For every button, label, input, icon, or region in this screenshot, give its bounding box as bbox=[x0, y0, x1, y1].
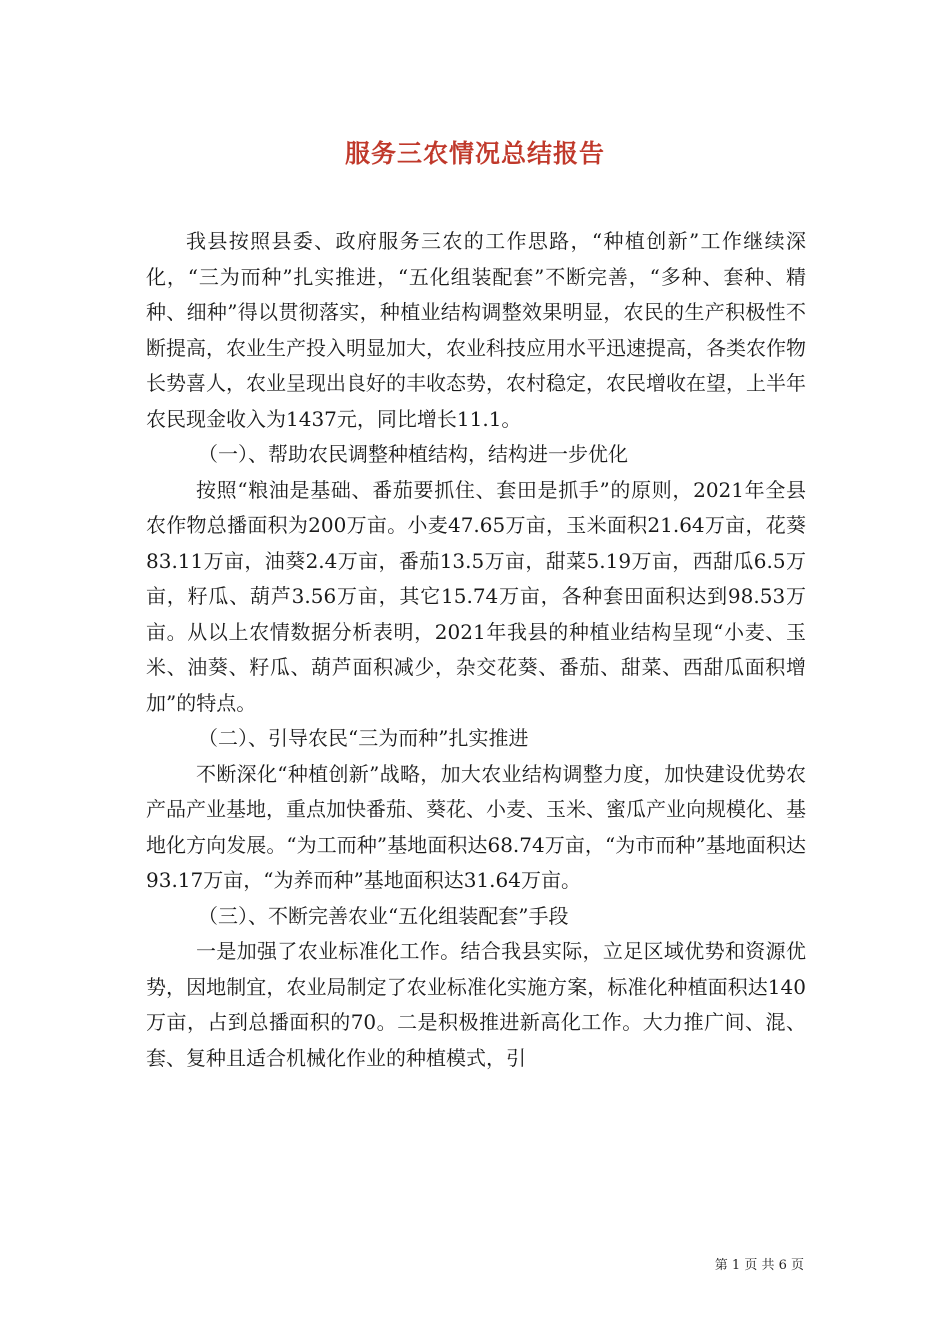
document-title: 服务三农情况总结报告 bbox=[344, 139, 605, 168]
section-1-heading: （一）、帮助农民调整种植结构，结构进一步优化 bbox=[198, 442, 628, 466]
section-1-paragraph: 按照“粮油是基础、番茄要抓住、套田是抓手”的原则，2021年全县农作物总播面积为200万亩。小麦47.65万亩，玉米面积21.64万亩，花葵83.11万亩，油葵2.4万亩，番茄13.5万亩，甜菜5.19万亩，西甜瓜6.5万亩，籽瓜、葫芦3.56万亩，其它15.74万亩，各种套田面积达到98.53万亩。从以上农情数据分析表明，2021年我县的种植业结构呈现“小麦、玉米、油葵、籽瓜、葫芦面积减少，杂交花葵、番茄、甜菜、西甜瓜面积增加”的特点。 bbox=[146, 477, 806, 715]
document-body bbox=[146, 224, 806, 1076]
section-3-paragraph: 一是加强了农业标准化工作。结合我县实际，立足区域优势和资源优势，因地制宜，农业局制定了农业标准化实施方案，标准化种植面积达140万亩，占到总播面积的70。二是积极推进新高化工作。大力推广间、混、套、复种且适合机械化作业的种植模式，引 bbox=[146, 939, 806, 1070]
section-2-heading: （二）、引导农民“三为而种”扎实推进 bbox=[198, 726, 529, 750]
section-2-paragraph: 不断深化“种植创新”战略，加大农业结构调整力度，加快建设优势农产品产业基地，重点加快番茄、葵花、小麦、玉米、蜜瓜产业向规模化、基地化方向发展。“为工而种”基地面积达68.74万亩，“为市而种”基地面积达93.17万亩，“为养而种”基地面积达31.64万亩。 bbox=[146, 761, 806, 892]
page-number: 第 1 页 共 6 页 bbox=[714, 1258, 804, 1273]
intro-paragraph: 我县按照县委、政府服务三农的工作思路，“种植创新”工作继续深化，“三为而种”扎实推进，“五化组装配套”不断完善，“多种、套种、精种、细种”得以贯彻落实，种植业结构调整效果明显，农民的生产积极性不断提高，农业生产投入明显加大，农业科技应用水平迅速提高，各类农作物长势喜人，农业呈现出良好的丰收态势，农村稳定，农民增收在望，上半年农民现金收入为1437元，同比增长11.1。 bbox=[146, 229, 806, 431]
section-3-heading: （三）、不断完善农业“五化组装配套”手段 bbox=[198, 903, 569, 928]
